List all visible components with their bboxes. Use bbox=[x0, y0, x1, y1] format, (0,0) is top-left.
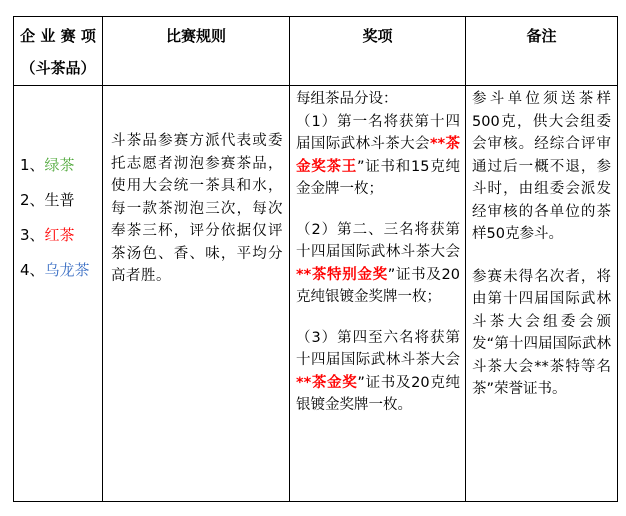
award-first-post: ”证书和15克纯金金牌一枚； bbox=[296, 158, 460, 197]
competition-table bbox=[13, 16, 618, 502]
award-third-title: **茶金奖 bbox=[296, 374, 358, 391]
rules-cell bbox=[103, 86, 290, 502]
category-number: 2、 bbox=[20, 191, 45, 209]
category-name: 红茶 bbox=[44, 226, 75, 244]
awards-intro: 每组茶品分设： bbox=[296, 91, 398, 107]
award-second-post: ”证书及20克纯银镀金奖牌一枚； bbox=[296, 266, 460, 305]
header-awards-label: 奖项 bbox=[362, 27, 393, 45]
award-third-post: ”证书及20克纯银镀金奖牌一枚。 bbox=[296, 374, 460, 413]
category-item-green-tea bbox=[20, 153, 102, 177]
remarks-certificate: 参赛未得名次者，将由第十四届国际武林斗茶大会组委会颁发“第十四届国际武林斗茶大会**茶特等名茶”荣誉证书。 bbox=[472, 268, 611, 397]
award-second-title: **茶特别金奖 bbox=[296, 266, 388, 283]
header-remarks-label: 备注 bbox=[526, 27, 557, 45]
content-row bbox=[14, 86, 618, 502]
header-category-line2: （斗茶品） bbox=[20, 59, 96, 77]
header-rules-label: 比赛规则 bbox=[165, 27, 226, 45]
award-second bbox=[296, 219, 460, 309]
category-item-oolong bbox=[20, 258, 102, 282]
award-third bbox=[296, 327, 460, 417]
award-first bbox=[296, 111, 460, 201]
header-rules bbox=[103, 17, 290, 86]
category-item-raw-puer bbox=[20, 188, 102, 212]
header-row bbox=[14, 17, 618, 86]
header-category bbox=[14, 17, 103, 86]
award-first-title: **茶金奖茶王 bbox=[296, 136, 461, 175]
category-number: 4、 bbox=[20, 261, 45, 279]
category-number: 3、 bbox=[20, 226, 45, 244]
category-item-black-tea bbox=[20, 223, 102, 247]
category-number: 1、 bbox=[20, 156, 45, 174]
award-third-pre: （3）第四至六名将获第十四届国际武林斗茶大会 bbox=[296, 329, 460, 368]
category-cell bbox=[14, 86, 103, 502]
award-first-pre: （1）第一名将获第十四届国际武林斗茶大会 bbox=[296, 113, 460, 152]
header-remarks bbox=[466, 17, 618, 86]
category-name: 生普 bbox=[44, 191, 75, 209]
remarks-cell bbox=[466, 86, 618, 502]
header-category-line1: 企 业 赛 项 bbox=[20, 27, 96, 45]
award-second-pre: （2）第二、三名将获第十四届国际武林斗茶大会 bbox=[296, 221, 460, 260]
remarks-sample: 参斗单位须送茶样500克，供大会组委会审核。经综合评审通过后一概不退，参斗时，由组委会派发经审核的各单位的茶样50克参斗。 bbox=[472, 91, 611, 242]
header-awards bbox=[290, 17, 466, 86]
awards-cell bbox=[290, 86, 466, 502]
category-name: 乌龙茶 bbox=[44, 261, 90, 279]
category-list bbox=[20, 153, 102, 282]
category-name: 绿茶 bbox=[44, 156, 75, 174]
rules-text: 斗茶品参赛方派代表或委托志愿者沏泡参赛茶品，使用大会统一茶具和水，每一款茶沏泡三次，每次奉茶三杯，评分依据仅评茶汤色、香、味，平均分高者胜。 bbox=[111, 133, 283, 284]
